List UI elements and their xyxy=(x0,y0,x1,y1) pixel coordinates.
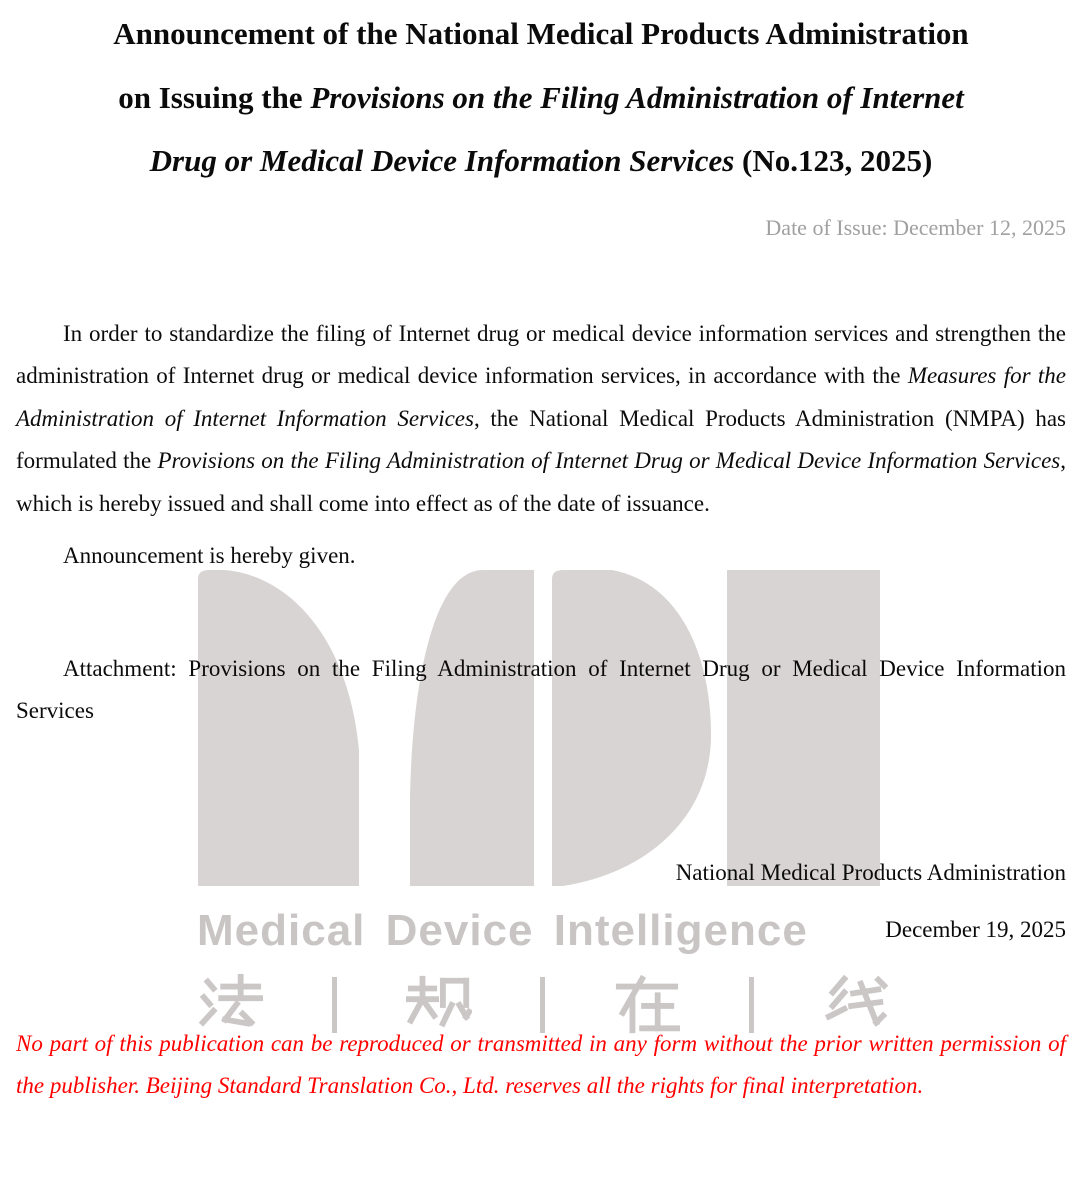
body-paragraph-2: Announcement is hereby given. xyxy=(63,543,356,568)
watermark-subtitle: Medical Device Intelligence xyxy=(197,906,808,955)
title-line-3: Drug or Medical Device Information Services (No.123, 2025) xyxy=(149,143,933,178)
signature-date: December 19, 2025 xyxy=(885,916,1066,942)
issue-date-label: Date of Issue: December 12, 2025 xyxy=(765,214,1066,240)
signature-organization: National Medical Products Administration xyxy=(675,859,1066,885)
title-line-2: on Issuing the Provisions on the Filing Administration of Internet xyxy=(118,79,964,115)
copyright-notice: No part of this publication can be reproduced or transmitted in any form without the prior written permission of the publisher. Beijing Standard Translation Co., Ltd. reserves all the rights for final interpretation. xyxy=(16,1030,1066,1098)
title-line-1: Announcement of the National Medical Products Administration xyxy=(113,16,969,51)
body-paragraph-1: In order to standardize the filing of Internet drug or medical device information services and strengthen the administration of Internet drug or medical device information services, in accordance with the Measures for the Administration of Internet Information Services, the National Medical Products Administration (NMPA) has formulated the Provisions on the Filing Administration of Internet Drug or Medical Device Information Services, which is hereby issued and shall come into effect as of the date of issuance. xyxy=(16,320,1067,516)
announcement-title xyxy=(16,0,1066,193)
attachment-paragraph: Attachment: Provisions on the Filing Administration of Internet Drug or Medical Device Information Services xyxy=(16,655,1066,723)
